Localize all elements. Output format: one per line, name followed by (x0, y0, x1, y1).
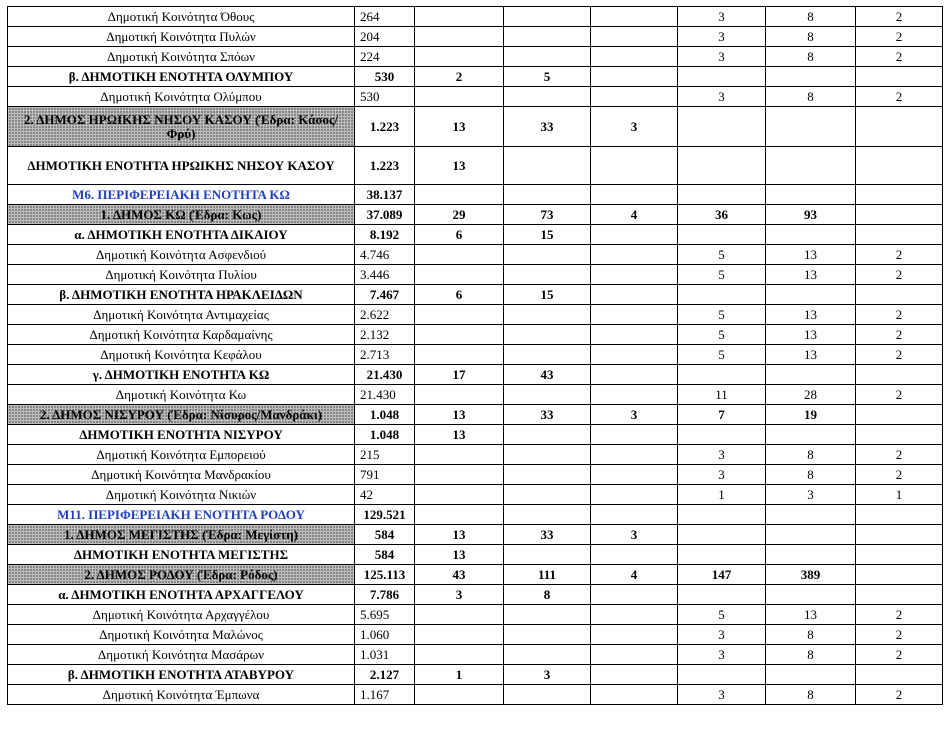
col4-cell: 15 (504, 225, 591, 245)
table-row (8, 87, 943, 107)
col6-cell (678, 185, 766, 205)
col8-cell (856, 565, 943, 585)
population-cell: 21.430 (355, 385, 415, 405)
population-cell: 1.048 (355, 405, 415, 425)
col8-cell (856, 185, 943, 205)
population-cell: 1.223 (355, 147, 415, 185)
col7-cell: 389 (766, 565, 856, 585)
table-row (8, 345, 943, 365)
col7-cell (766, 225, 856, 245)
col5-cell (591, 365, 678, 385)
col4-cell (504, 265, 591, 285)
population-cell: 791 (355, 465, 415, 485)
col5-cell (591, 625, 678, 645)
unit-name-cell: α. ΔΗΜΟΤΙΚΗ ΕΝΟΤΗΤΑ ΑΡΧΑΓΓΕΛΟΥ (8, 585, 355, 605)
table-row (8, 27, 943, 47)
col4-cell (504, 545, 591, 565)
population-cell: 4.746 (355, 245, 415, 265)
unit-name-cell: β. ΔΗΜΟΤΙΚΗ ΕΝΟΤΗΤΑ ΗΡΑΚΛΕΙΔΩΝ (8, 285, 355, 305)
municipalities-table (7, 6, 943, 705)
unit-name-cell: Δημοτική Κοινότητα Σπόων (8, 47, 355, 67)
col6-cell: 3 (678, 465, 766, 485)
population-cell: 204 (355, 27, 415, 47)
col4-cell (504, 505, 591, 525)
col5-cell: 4 (591, 565, 678, 585)
population-cell: 2.127 (355, 665, 415, 685)
col4-cell: 15 (504, 285, 591, 305)
col6-cell: 3 (678, 685, 766, 705)
col6-cell: 147 (678, 565, 766, 585)
table-row (8, 47, 943, 67)
population-cell: 1.060 (355, 625, 415, 645)
col7-cell: 8 (766, 87, 856, 107)
col5-cell (591, 225, 678, 245)
col4-cell: 111 (504, 565, 591, 585)
col4-cell (504, 27, 591, 47)
col5-cell (591, 87, 678, 107)
population-cell: 584 (355, 545, 415, 565)
col3-cell: 1 (415, 665, 504, 685)
unit-name-cell: Δημοτική Κοινότητα Αρχαγγέλου (8, 605, 355, 625)
col7-cell: 8 (766, 645, 856, 665)
col6-cell: 5 (678, 245, 766, 265)
col3-cell: 43 (415, 565, 504, 585)
unit-name-cell: Μ6. ΠΕΡΙΦΕΡΕΙΑΚΗ ΕΝΟΤΗΤΑ ΚΩ (8, 185, 355, 205)
col4-cell (504, 425, 591, 445)
col7-cell: 13 (766, 345, 856, 365)
col7-cell: 8 (766, 27, 856, 47)
col4-cell (504, 465, 591, 485)
col3-cell (415, 185, 504, 205)
col3-cell (415, 685, 504, 705)
col8-cell: 2 (856, 245, 943, 265)
col8-cell: 2 (856, 345, 943, 365)
col5-cell (591, 605, 678, 625)
col3-cell: 6 (415, 225, 504, 245)
col5-cell (591, 27, 678, 47)
population-cell: 530 (355, 87, 415, 107)
unit-name-cell: β. ΔΗΜΟΤΙΚΗ ΕΝΟΤΗΤΑ ΟΛΥΜΠΟΥ (8, 67, 355, 87)
population-cell: 2.622 (355, 305, 415, 325)
col7-cell: 93 (766, 205, 856, 225)
col8-cell (856, 285, 943, 305)
col8-cell: 2 (856, 605, 943, 625)
col3-cell (415, 625, 504, 645)
table-row (8, 7, 943, 27)
col3-cell (415, 345, 504, 365)
col5-cell (591, 245, 678, 265)
col8-cell: 2 (856, 465, 943, 485)
col8-cell (856, 225, 943, 245)
col5-cell (591, 147, 678, 185)
table-row (8, 305, 943, 325)
col5-cell (591, 685, 678, 705)
col4-cell (504, 605, 591, 625)
col5-cell: 3 (591, 405, 678, 425)
table-row (8, 67, 943, 87)
col3-cell: 2 (415, 67, 504, 87)
col6-cell: 5 (678, 605, 766, 625)
table-row (8, 325, 943, 345)
col5-cell (591, 345, 678, 365)
population-cell: 7.786 (355, 585, 415, 605)
population-cell: 3.446 (355, 265, 415, 285)
col8-cell (856, 107, 943, 147)
unit-name-cell: 1. ΔΗΜΟΣ ΜΕΓΙΣΤΗΣ (Έδρα: Μεγίστη) (8, 525, 355, 545)
col5-cell: 3 (591, 525, 678, 545)
col4-cell (504, 87, 591, 107)
col8-cell (856, 525, 943, 545)
col3-cell (415, 645, 504, 665)
unit-name-cell: Δημοτική Κοινότητα Πυλίου (8, 265, 355, 285)
col7-cell: 13 (766, 605, 856, 625)
population-cell: 530 (355, 67, 415, 87)
col4-cell: 33 (504, 107, 591, 147)
table-row (8, 605, 943, 625)
unit-name-cell: 2. ΔΗΜΟΣ ΡΟΔΟΥ (Έδρα: Ρόδος) (8, 565, 355, 585)
table-row (8, 285, 943, 305)
population-cell: 2.713 (355, 345, 415, 365)
col3-cell (415, 27, 504, 47)
col7-cell: 28 (766, 385, 856, 405)
col3-cell: 13 (415, 425, 504, 445)
col7-cell: 13 (766, 265, 856, 285)
unit-name-cell: Δημοτική Κοινότητα Πυλών (8, 27, 355, 47)
col6-cell: 3 (678, 27, 766, 47)
col4-cell: 8 (504, 585, 591, 605)
unit-name-cell: Δημοτική Κοινότητα Αντιμαχείας (8, 305, 355, 325)
col6-cell (678, 147, 766, 185)
table-row (8, 645, 943, 665)
col7-cell (766, 525, 856, 545)
col8-cell: 2 (856, 685, 943, 705)
unit-name-cell: Δημοτική Κοινότητα Κω (8, 385, 355, 405)
col5-cell (591, 485, 678, 505)
col7-cell (766, 185, 856, 205)
col8-cell: 2 (856, 87, 943, 107)
col3-cell: 13 (415, 525, 504, 545)
table-row (8, 425, 943, 445)
table-row (8, 365, 943, 385)
col6-cell: 5 (678, 325, 766, 345)
table-row (8, 625, 943, 645)
col3-cell: 13 (415, 107, 504, 147)
table-row (8, 107, 943, 147)
col3-cell (415, 485, 504, 505)
col6-cell: 1 (678, 485, 766, 505)
col5-cell (591, 465, 678, 485)
table-row (8, 405, 943, 425)
table-row (8, 265, 943, 285)
col5-cell (591, 425, 678, 445)
col8-cell (856, 665, 943, 685)
col8-cell: 2 (856, 7, 943, 27)
unit-name-cell: Δημοτική Κοινότητα Καρδαμαίνης (8, 325, 355, 345)
col3-cell: 13 (415, 147, 504, 185)
col5-cell (591, 545, 678, 565)
col3-cell (415, 445, 504, 465)
col7-cell (766, 505, 856, 525)
population-cell: 42 (355, 485, 415, 505)
col4-cell (504, 625, 591, 645)
unit-name-cell: Δημοτική Κοινότητα Νικιών (8, 485, 355, 505)
col6-cell: 11 (678, 385, 766, 405)
col7-cell (766, 285, 856, 305)
col7-cell (766, 425, 856, 445)
col8-cell (856, 405, 943, 425)
col4-cell (504, 245, 591, 265)
unit-name-cell: Δημοτική Κοινότητα Κεφάλου (8, 345, 355, 365)
col3-cell (415, 605, 504, 625)
population-cell: 38.137 (355, 185, 415, 205)
col6-cell (678, 585, 766, 605)
col5-cell: 3 (591, 107, 678, 147)
unit-name-cell: β. ΔΗΜΟΤΙΚΗ ΕΝΟΤΗΤΑ ΑΤΑΒΥΡΟΥ (8, 665, 355, 685)
col8-cell: 2 (856, 645, 943, 665)
col3-cell (415, 385, 504, 405)
col5-cell (591, 305, 678, 325)
col7-cell: 8 (766, 465, 856, 485)
col3-cell (415, 87, 504, 107)
table-row (8, 225, 943, 245)
population-cell: 2.132 (355, 325, 415, 345)
col3-cell (415, 245, 504, 265)
unit-name-cell: ΔΗΜΟΤΙΚΗ ΕΝΟΤΗΤΑ ΝΙΣΥΡΟΥ (8, 425, 355, 445)
unit-name-cell: ΔΗΜΟΤΙΚΗ ΕΝΟΤΗΤΑ ΗΡΩΙΚΗΣ ΝΗΣΟΥ ΚΑΣΟΥ (8, 147, 355, 185)
col7-cell: 8 (766, 445, 856, 465)
col6-cell: 3 (678, 7, 766, 27)
unit-name-cell: 2. ΔΗΜΟΣ ΗΡΩΙΚΗΣ ΝΗΣΟΥ ΚΑΣΟΥ (Έδρα: Κάσος/Φρύ) (8, 107, 355, 147)
col6-cell: 3 (678, 47, 766, 67)
col8-cell (856, 67, 943, 87)
col8-cell (856, 425, 943, 445)
table-row (8, 485, 943, 505)
col8-cell: 2 (856, 265, 943, 285)
unit-name-cell: Δημοτική Κοινότητα Μανδρακίου (8, 465, 355, 485)
col6-cell: 5 (678, 265, 766, 285)
population-cell: 125.113 (355, 565, 415, 585)
col5-cell (591, 67, 678, 87)
col6-cell: 7 (678, 405, 766, 425)
col4-cell (504, 147, 591, 185)
population-cell: 584 (355, 525, 415, 545)
col8-cell: 2 (856, 445, 943, 465)
table-row (8, 685, 943, 705)
table-row (8, 545, 943, 565)
col7-cell (766, 665, 856, 685)
population-cell: 129.521 (355, 505, 415, 525)
col6-cell: 3 (678, 625, 766, 645)
col6-cell (678, 107, 766, 147)
col7-cell: 8 (766, 47, 856, 67)
unit-name-cell: Δημοτική Κοινότητα Μασάρων (8, 645, 355, 665)
col4-cell: 5 (504, 67, 591, 87)
col6-cell: 5 (678, 345, 766, 365)
col7-cell: 19 (766, 405, 856, 425)
col4-cell (504, 47, 591, 67)
col3-cell: 3 (415, 585, 504, 605)
unit-name-cell: Δημοτική Κοινότητα Όθους (8, 7, 355, 27)
unit-name-cell: α. ΔΗΜΟΤΙΚΗ ΕΝΟΤΗΤΑ ΔΙΚΑΙΟΥ (8, 225, 355, 245)
population-cell: 1.167 (355, 685, 415, 705)
unit-name-cell: Δημοτική Κοινότητα Ασφενδιού (8, 245, 355, 265)
col4-cell: 33 (504, 405, 591, 425)
col8-cell (856, 545, 943, 565)
unit-name-cell: Μ11. ΠΕΡΙΦΕΡΕΙΑΚΗ ΕΝΟΤΗΤΑ ΡΟΔΟΥ (8, 505, 355, 525)
col8-cell: 2 (856, 27, 943, 47)
col3-cell (415, 7, 504, 27)
col7-cell (766, 67, 856, 87)
col3-cell (415, 325, 504, 345)
col3-cell (415, 465, 504, 485)
table-row (8, 185, 943, 205)
col8-cell (856, 147, 943, 185)
unit-name-cell: Δημοτική Κοινότητα Ολύμπου (8, 87, 355, 107)
col5-cell (591, 385, 678, 405)
population-cell: 215 (355, 445, 415, 465)
col4-cell (504, 7, 591, 27)
col7-cell (766, 585, 856, 605)
col5-cell (591, 185, 678, 205)
col8-cell: 2 (856, 47, 943, 67)
population-cell: 37.089 (355, 205, 415, 225)
col5-cell (591, 645, 678, 665)
col5-cell (591, 665, 678, 685)
col4-cell (504, 305, 591, 325)
col3-cell (415, 305, 504, 325)
col3-cell: 13 (415, 405, 504, 425)
table-row (8, 205, 943, 225)
col5-cell (591, 325, 678, 345)
table-body (8, 7, 943, 705)
population-cell: 7.467 (355, 285, 415, 305)
unit-name-cell: 2. ΔΗΜΟΣ ΝΙΣΥΡΟΥ (Έδρα: Νίσυρος/Μανδράκι) (8, 405, 355, 425)
col8-cell: 2 (856, 385, 943, 405)
col4-cell: 73 (504, 205, 591, 225)
col3-cell: 6 (415, 285, 504, 305)
table-row (8, 665, 943, 685)
col8-cell: 2 (856, 625, 943, 645)
col6-cell (678, 225, 766, 245)
col4-cell (504, 385, 591, 405)
col6-cell (678, 365, 766, 385)
col4-cell (504, 325, 591, 345)
col7-cell (766, 147, 856, 185)
table-row (8, 505, 943, 525)
unit-name-cell: Δημοτική Κοινότητα Μαλώνος (8, 625, 355, 645)
col3-cell (415, 505, 504, 525)
col3-cell: 13 (415, 545, 504, 565)
col6-cell (678, 425, 766, 445)
col6-cell: 36 (678, 205, 766, 225)
col4-cell: 33 (504, 525, 591, 545)
table-row (8, 565, 943, 585)
col6-cell (678, 525, 766, 545)
col6-cell: 5 (678, 305, 766, 325)
col3-cell (415, 265, 504, 285)
col8-cell (856, 365, 943, 385)
col7-cell (766, 545, 856, 565)
col6-cell (678, 505, 766, 525)
col6-cell (678, 285, 766, 305)
col3-cell (415, 47, 504, 67)
col6-cell (678, 545, 766, 565)
col8-cell (856, 205, 943, 225)
table-row (8, 465, 943, 485)
col6-cell (678, 67, 766, 87)
col5-cell: 4 (591, 205, 678, 225)
col6-cell: 3 (678, 445, 766, 465)
col7-cell (766, 107, 856, 147)
col7-cell: 13 (766, 245, 856, 265)
col5-cell (591, 265, 678, 285)
population-cell: 264 (355, 7, 415, 27)
unit-name-cell: Δημοτική Κοινότητα Έμπωνα (8, 685, 355, 705)
col4-cell (504, 185, 591, 205)
population-cell: 1.223 (355, 107, 415, 147)
col5-cell (591, 445, 678, 465)
col5-cell (591, 7, 678, 27)
col4-cell (504, 685, 591, 705)
population-cell: 224 (355, 47, 415, 67)
col7-cell: 8 (766, 685, 856, 705)
col4-cell: 43 (504, 365, 591, 385)
col7-cell (766, 365, 856, 385)
table-row (8, 245, 943, 265)
col8-cell (856, 505, 943, 525)
col4-cell (504, 445, 591, 465)
table-row (8, 585, 943, 605)
col5-cell (591, 285, 678, 305)
col6-cell: 3 (678, 645, 766, 665)
col7-cell: 8 (766, 625, 856, 645)
col6-cell: 3 (678, 87, 766, 107)
col6-cell (678, 665, 766, 685)
table-row (8, 147, 943, 185)
col3-cell: 17 (415, 365, 504, 385)
col4-cell (504, 645, 591, 665)
unit-name-cell: Δημοτική Κοινότητα Εμπορειού (8, 445, 355, 465)
population-cell: 8.192 (355, 225, 415, 245)
population-cell: 21.430 (355, 365, 415, 385)
col7-cell: 3 (766, 485, 856, 505)
col8-cell: 2 (856, 305, 943, 325)
unit-name-cell: ΔΗΜΟΤΙΚΗ ΕΝΟΤΗΤΑ ΜΕΓΙΣΤΗΣ (8, 545, 355, 565)
col5-cell (591, 47, 678, 67)
population-cell: 5.695 (355, 605, 415, 625)
col7-cell: 13 (766, 305, 856, 325)
population-cell: 1.031 (355, 645, 415, 665)
col7-cell: 8 (766, 7, 856, 27)
table-row (8, 385, 943, 405)
unit-name-cell: γ. ΔΗΜΟΤΙΚΗ ΕΝΟΤΗΤΑ ΚΩ (8, 365, 355, 385)
unit-name-cell: 1. ΔΗΜΟΣ ΚΩ (Έδρα: Κως) (8, 205, 355, 225)
col4-cell (504, 485, 591, 505)
col4-cell (504, 345, 591, 365)
col4-cell: 3 (504, 665, 591, 685)
col5-cell (591, 585, 678, 605)
col5-cell (591, 505, 678, 525)
table-row (8, 445, 943, 465)
col8-cell (856, 585, 943, 605)
col3-cell: 29 (415, 205, 504, 225)
table-row (8, 525, 943, 545)
col8-cell: 2 (856, 325, 943, 345)
col8-cell: 1 (856, 485, 943, 505)
col7-cell: 13 (766, 325, 856, 345)
population-cell: 1.048 (355, 425, 415, 445)
